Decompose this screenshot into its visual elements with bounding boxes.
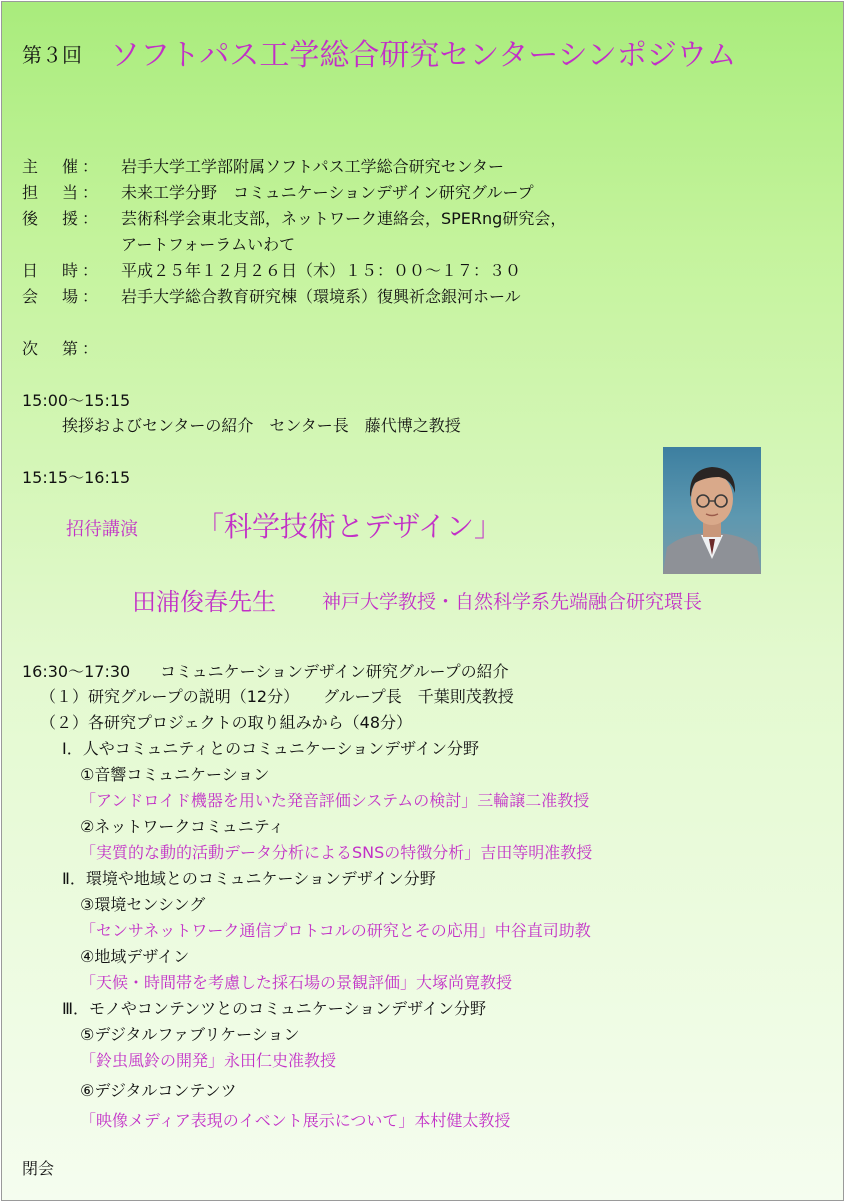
speaker-name: 田浦俊春先生 [132, 588, 276, 616]
info-label-venue: 会 場： [22, 287, 103, 306]
info-value-host: 岩手大学工学部附属ソフトパス工学総合研究センター [121, 157, 505, 176]
program-line: 「実質的な動的活動データ分析によるSNSの特徴分析」吉田等明准教授 [80, 843, 593, 862]
program-line: Ⅰ．人やコミュニティとのコミュニケーションデザイン分野 [62, 739, 480, 758]
program-label: 次 第： [22, 339, 103, 358]
program-line: 「アンドロイド機器を用いた発音評価システムの検討」三輪譲二准教授 [80, 791, 590, 810]
closing-label: 閉会 [22, 1159, 55, 1178]
program-line: （１）研究グループの説明（12分） グループ長 千葉則茂教授 [40, 687, 514, 706]
program-line: ①音響コミュニケーション [80, 765, 270, 784]
info-value-venue: 岩手大学総合教育研究棟（環境系）復興祈念銀河ホール [121, 287, 521, 306]
info-label-support: 後 援： [22, 209, 103, 228]
session2-time: 15:15～16:15 [22, 468, 131, 487]
program-line: 「天候・時間帯を考慮した採石場の景観評価」大塚尚寛教授 [80, 973, 513, 992]
speaker-affiliation: 神戸大学教授・自然科学系先端融合研究環長 [322, 591, 703, 613]
info-label-date: 日 時： [22, 261, 103, 280]
lecture-title: 「科学技術とデザイン」 [196, 510, 503, 543]
info-value-charge: 未来工学分野 コミュニケーションデザイン研究グループ [121, 183, 534, 202]
session3-title: コミュニケーションデザイン研究グループの紹介 [160, 662, 509, 681]
program-line: Ⅲ．モノやコンテンツとのコミュニケーションデザイン分野 [62, 999, 486, 1018]
program-line: 「センサネットワーク通信プロトコルの研究とその応用」中谷直司助教 [80, 921, 591, 940]
session1-desc: 挨拶およびセンターの紹介 センター長 藤代博之教授 [62, 416, 461, 435]
program-line: ④地域デザイン [80, 947, 190, 966]
program-line: 「映像メディア表現のイベント展示について」本村健太教授 [80, 1111, 511, 1130]
program-line: ⑤デジタルファブリケーション [80, 1025, 300, 1044]
info-value-support-cont: アートフォーラムいわて [121, 235, 296, 254]
invited-lecture-label: 招待講演 [66, 519, 138, 540]
info-value-support: 芸術科学会東北支部，ネットワーク連絡会，SPERng研究会， [121, 209, 567, 228]
info-label-charge: 担 当： [22, 183, 103, 202]
title-prefix: 第３回 [22, 43, 82, 67]
session3-time: 16:30～17:30 [22, 662, 131, 681]
program-line: ③環境センシング [80, 895, 206, 914]
speaker-photo [663, 447, 761, 574]
program-line: （２）各研究プロジェクトの取り組みから（48分） [40, 713, 413, 732]
symposium-title: ソフトパス工学総合研究センターシンポジウム [110, 38, 737, 73]
info-value-date: 平成２５年１２月２６日（木）１５：００～１７：３０ [121, 261, 522, 280]
info-label-host: 主 催： [22, 157, 103, 176]
program-line: 「鈴虫風鈴の開発」永田仁史准教授 [80, 1051, 337, 1070]
program-line: ②ネットワークコミュニティ [80, 817, 285, 836]
program-line: ⑥デジタルコンテンツ [80, 1081, 237, 1100]
program-line: Ⅱ．環境や地域とのコミュニケーションデザイン分野 [62, 869, 436, 888]
poster [1, 1, 844, 1201]
session1-time: 15:00～15:15 [22, 391, 131, 410]
